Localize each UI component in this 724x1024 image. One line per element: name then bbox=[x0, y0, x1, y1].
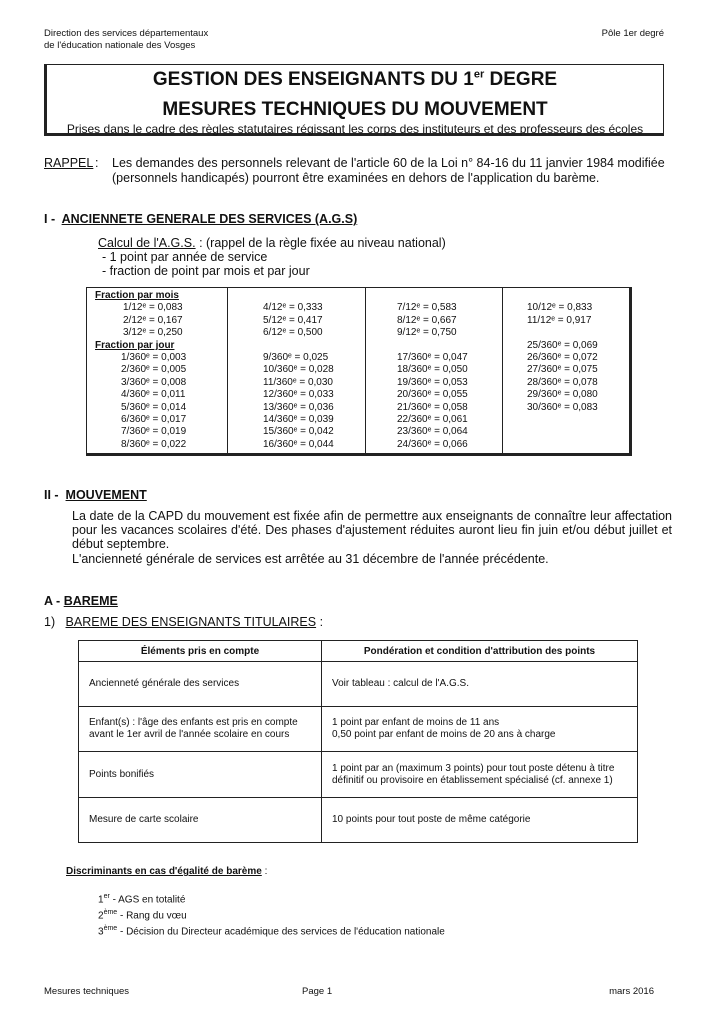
fraction-value: 16/360ᵉ = 0,044 bbox=[263, 438, 334, 450]
bareme-points bbox=[322, 707, 638, 752]
fraction-value: 5/12ᵉ = 0,417 bbox=[263, 314, 323, 326]
fraction-head-mois: Fraction par mois bbox=[95, 290, 179, 301]
col4-mois bbox=[527, 302, 627, 327]
fraction-value: 24/360ᵉ = 0,066 bbox=[397, 438, 468, 450]
fraction-value: 1/12ᵉ = 0,083 bbox=[123, 302, 183, 314]
fraction-value: 5/360ᵉ = 0,014 bbox=[121, 401, 187, 413]
header-left bbox=[44, 28, 208, 52]
footer-right: mars 2016 bbox=[609, 986, 654, 997]
title-line1-pre: GESTION DES ENSEIGNANTS DU 1 bbox=[152, 69, 474, 90]
rappel-colon: : bbox=[95, 156, 99, 170]
fraction-table bbox=[86, 287, 632, 456]
discriminants-title: Discriminants en cas d'égalité de barème bbox=[66, 866, 262, 877]
calc-bullet2: - fraction de point par mois et par jour bbox=[102, 264, 310, 278]
fraction-value: 26/360ᵉ = 0,072 bbox=[527, 352, 598, 363]
bareme-points-line: 1 point par enfant de moins de 11 ans bbox=[332, 717, 500, 728]
rappel-text: Les demandes des personnels relevant de l'article 60 de la Loi n° 84-16 du 11 janvier 1984 modifiée (personnels handicapés) pourront être examinées en dehors de l'application du barème. bbox=[112, 156, 665, 185]
sectionA-title: BAREME bbox=[63, 594, 118, 608]
section1-title: ANCIENNETE GENERALE DES SERVICES (A.G.S) bbox=[61, 212, 358, 226]
discriminants-heading bbox=[66, 866, 267, 877]
header-left-line2: de l'éducation nationale des Vosges bbox=[44, 40, 196, 51]
fraction-value: 4/360ᵉ = 0,011 bbox=[121, 389, 186, 401]
table-row bbox=[79, 707, 638, 752]
fraction-value: 6/12ᵉ = 0,500 bbox=[263, 327, 323, 339]
fraction-value: 11/360ᵉ = 0,030 bbox=[263, 376, 333, 388]
discriminant-sup: ème bbox=[103, 924, 118, 932]
discriminant-num: 2 bbox=[98, 910, 104, 922]
section2-heading bbox=[44, 488, 147, 502]
fraction-value: 9/360ᵉ = 0,025 bbox=[263, 352, 329, 363]
fraction-value: 18/360ᵉ = 0,050 bbox=[397, 364, 468, 376]
sectionA-sub-colon: : bbox=[319, 615, 324, 629]
col1-mois bbox=[95, 302, 221, 339]
sectionA-prefix: A - bbox=[44, 594, 61, 608]
fraction-value: 11/12ᵉ = 0,917 bbox=[527, 314, 592, 326]
bareme-element: Ancienneté générale des services bbox=[79, 662, 322, 707]
bareme-points bbox=[322, 662, 638, 707]
fraction-value: 13/360ᵉ = 0,036 bbox=[263, 401, 334, 413]
bareme-element: Mesure de carte scolaire bbox=[79, 798, 322, 843]
bareme-points-line: 0,50 point par enfant de moins de 20 ans à charge bbox=[332, 729, 556, 740]
discriminants-list bbox=[98, 891, 445, 938]
bareme-points bbox=[322, 752, 638, 798]
section2-number: II - bbox=[44, 488, 59, 502]
bareme-points-line: 1 point par an (maximum 3 points) pour tout poste détenu à titre définitif ou provisoire en établissement spécialisé (cf. annexe 1) bbox=[332, 762, 615, 786]
fraction-col-2 bbox=[263, 288, 363, 453]
list-item bbox=[98, 923, 445, 939]
col3-mois bbox=[397, 302, 497, 339]
title-line1 bbox=[47, 68, 663, 92]
fraction-value: 7/360ᵉ = 0,019 bbox=[121, 426, 187, 438]
sectionA-heading bbox=[44, 594, 118, 608]
fraction-col-1 bbox=[95, 288, 221, 453]
discriminants-colon: : bbox=[264, 866, 268, 877]
fraction-value: 2/360ᵉ = 0,005 bbox=[121, 364, 187, 376]
discriminant-num: 1 bbox=[98, 894, 104, 906]
footer-left: Mesures techniques bbox=[44, 986, 130, 997]
fraction-value: 12/360ᵉ = 0,033 bbox=[263, 389, 334, 401]
discriminant-sup: er bbox=[103, 893, 110, 900]
fraction-col-3 bbox=[397, 288, 497, 453]
fraction-value: 3/12ᵉ = 0,250 bbox=[123, 327, 183, 339]
sectionA-sub-title: BAREME DES ENSEIGNANTS TITULAIRES bbox=[65, 615, 317, 629]
bareme-points bbox=[322, 798, 638, 843]
fraction-value: 1/360ᵉ = 0,003 bbox=[121, 352, 187, 364]
fraction-value: 10/12ᵉ = 0,833 bbox=[527, 302, 593, 314]
bareme-points-line: 10 points pour tout poste de même catégorie bbox=[332, 814, 531, 825]
title-line1-sup: er bbox=[473, 68, 485, 81]
fraction-divider bbox=[365, 288, 366, 453]
discriminant-sup: ème bbox=[103, 908, 118, 916]
fraction-col-4 bbox=[527, 288, 627, 453]
fraction-value: 7/12ᵉ = 0,583 bbox=[397, 302, 457, 314]
fraction-value: 8/12ᵉ = 0,667 bbox=[397, 314, 457, 326]
rappel-label: RAPPEL bbox=[44, 156, 94, 170]
fraction-value: 29/360ᵉ = 0,080 bbox=[527, 389, 598, 401]
fraction-value: 25/360ᵉ = 0,069 bbox=[527, 339, 598, 351]
bareme-element: Enfant(s) : l'âge des enfants est pris en compte avant le 1er avril de l'année scolaire en cours bbox=[79, 707, 322, 752]
bareme-element: Points bonifiés bbox=[79, 752, 322, 798]
fraction-value: 27/360ᵉ = 0,075 bbox=[527, 364, 598, 376]
fraction-value: 10/360ᵉ = 0,028 bbox=[263, 364, 334, 376]
fraction-value: 6/360ᵉ = 0,017 bbox=[121, 414, 187, 426]
bareme-points-line: Voir tableau : calcul de l'A.G.S. bbox=[332, 678, 469, 689]
fraction-value: 8/360ᵉ = 0,022 bbox=[121, 438, 187, 450]
discriminant-text: - Rang du vœu bbox=[117, 910, 187, 922]
section1-number: I - bbox=[44, 212, 56, 226]
fraction-value: 21/360ᵉ = 0,058 bbox=[397, 401, 468, 413]
fraction-divider bbox=[502, 288, 503, 453]
section2-para2: L'ancienneté générale de services est arrêtée au 31 décembre de l'année précédente. bbox=[72, 552, 549, 566]
section2-para1: La date de la CAPD du mouvement est fixée afin de permettre aux enseignants de connaître leur affectation pour les vacances scolaires d'été. Des phases d'ajustement réduites auront lieu fin juin et/ou début juillet et début septembre. bbox=[72, 509, 672, 551]
title-box bbox=[44, 64, 664, 136]
fraction-value: 9/12ᵉ = 0,750 bbox=[397, 327, 457, 339]
discriminant-num: 3 bbox=[98, 925, 104, 937]
fraction-value: 14/360ᵉ = 0,039 bbox=[263, 414, 334, 426]
fraction-value: 4/12ᵉ = 0,333 bbox=[263, 302, 323, 314]
section1-heading bbox=[44, 212, 357, 226]
col3-jour bbox=[397, 352, 497, 451]
col4-jour bbox=[527, 340, 627, 414]
fraction-value: 20/360ᵉ = 0,055 bbox=[397, 389, 468, 401]
fraction-value: 3/360ᵉ = 0,008 bbox=[121, 376, 187, 388]
col2-mois bbox=[263, 302, 363, 339]
discriminant-text: - Décision du Directeur académique des services de l'éducation nationale bbox=[117, 925, 445, 937]
sectionA-sub bbox=[44, 615, 323, 629]
calc-line bbox=[98, 236, 446, 250]
fraction-value: 22/360ᵉ = 0,061 bbox=[397, 414, 468, 426]
fraction-value: 23/360ᵉ = 0,064 bbox=[397, 426, 468, 438]
fraction-value: 17/360ᵉ = 0,047 bbox=[397, 352, 468, 363]
header-left-line1: Direction des services départementaux bbox=[44, 28, 209, 39]
fraction-value: 15/360ᵉ = 0,042 bbox=[263, 426, 334, 438]
col2-jour bbox=[263, 352, 363, 451]
bareme-header-elements: Éléments pris en compte bbox=[79, 641, 322, 662]
section2-title: MOUVEMENT bbox=[65, 488, 147, 502]
calc-rest: : (rappel de la règle fixée au niveau national) bbox=[199, 236, 446, 250]
list-item bbox=[98, 907, 445, 923]
fraction-value: 28/360ᵉ = 0,078 bbox=[527, 376, 598, 388]
header-right: Pôle 1er degré bbox=[601, 28, 664, 39]
fraction-value: 2/12ᵉ = 0,167 bbox=[123, 314, 183, 326]
title-line1-post: DEGRE bbox=[489, 69, 558, 90]
fraction-head-jour: Fraction par jour bbox=[95, 339, 175, 351]
fraction-value: 30/360ᵉ = 0,083 bbox=[527, 401, 598, 413]
discriminant-text: - AGS en totalité bbox=[109, 894, 186, 906]
title-line3: Prises dans le cadre des règles statutaires régissant les corps des instituteurs et des professeurs des écoles bbox=[66, 122, 644, 136]
list-item bbox=[98, 891, 445, 907]
table-row bbox=[79, 662, 638, 707]
fraction-value: 19/360ᵉ = 0,053 bbox=[397, 376, 468, 388]
calc-label: Calcul de l'A.G.S. bbox=[98, 236, 196, 250]
table-row bbox=[79, 752, 638, 798]
fraction-divider bbox=[227, 288, 228, 453]
footer-page: Page 1 bbox=[302, 986, 333, 997]
bareme-table bbox=[78, 640, 638, 843]
title-line2: MESURES TECHNIQUES DU MOUVEMENT bbox=[162, 99, 548, 120]
col1-jour bbox=[95, 352, 221, 451]
bareme-header-points: Pondération et condition d'attribution des points bbox=[322, 641, 638, 662]
calc-bullet1: - 1 point par année de service bbox=[102, 250, 268, 264]
table-row bbox=[79, 798, 638, 843]
bareme-header-row bbox=[79, 641, 638, 662]
sectionA-sub-number: 1) bbox=[44, 615, 56, 629]
